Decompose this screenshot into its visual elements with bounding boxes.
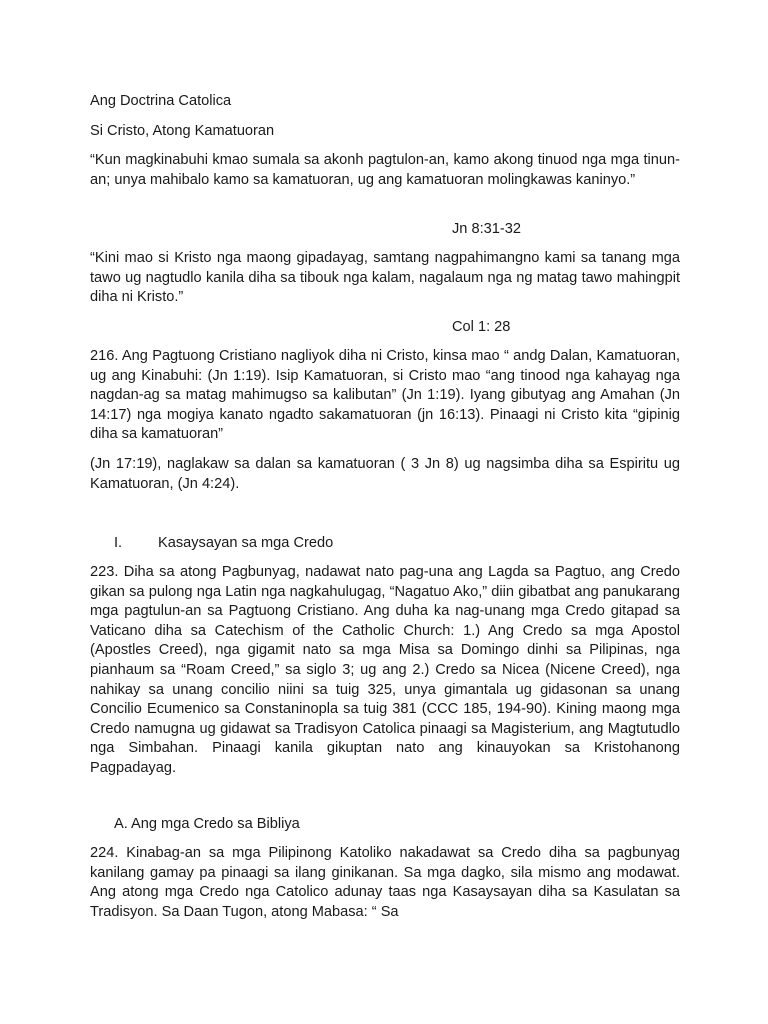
section-a-heading: A. Ang mga Credo sa Bibliya bbox=[114, 816, 300, 832]
paragraph-216: 216. Ang Pagtuong Cristiano nagliyok diha ni Cristo, kinsa mao “ andg Dalan, Kamatuoran, ug ang Kinabuhi: (Jn 1:19). Isip Kamatuoran, si Cristo mao “ang tinood nga kahayag nga nagdan-ag sa matag mahimugso sa kalibutan” (Jn 1:19). Iyang gibutyag ang Amahan (Jn 14:17) nga mogiya kanato ngadto sakamatuoran (jn 16:13). Pinaagi ni Cristo kita “gipinig diha sa kamatuoran” bbox=[90, 348, 680, 443]
quote-colossians-1: “Kini mao si Kristo nga maong gipadayag, samtang nagpahimangno kami sa tanang mga tawo ug nagtudlo kanila diha sa tibouk nga kalam, nagalaum nga ng matag tawo mahingpit diha ni Kristo.” bbox=[90, 250, 680, 306]
quote-colossians-1-reference: Col 1: 28 bbox=[452, 319, 511, 335]
section-1-heading: Kasaysayan sa mga Credo bbox=[158, 535, 334, 551]
document-subtitle: Si Cristo, Atong Kamatuoran bbox=[90, 123, 275, 139]
paragraph-224: 224. Kinabag-an sa mga Pilipinong Katoliko nakadawat sa Credo diha sa pagbunyag kanilang gamay pa pinaagi sa ilang ginikanan. Sa mga dagko, sila mismo ang modawat. Ang atong mga Credo nga Catolico adunay taas nga Kasaysayan diha sa Kasulatan sa Tradisyon. Sa Daan Tugon, atong Mabasa: “ Sa bbox=[90, 845, 680, 920]
quote-john-8-reference: Jn 8:31-32 bbox=[452, 221, 521, 237]
document-page bbox=[90, 0, 680, 1024]
paragraph-216-continued: (Jn 17:19), naglakaw sa dalan sa kamatuoran ( 3 Jn 8) ug nagsimba diha sa Espiritu ug Kamatuoran, (Jn 4:24). bbox=[90, 456, 680, 492]
document-title: Ang Doctrina Catolica bbox=[90, 93, 232, 109]
section-1-number: I. bbox=[114, 535, 123, 551]
paragraph-223: 223. Diha sa atong Pagbunyag, nadawat nato pag-una ang Lagda sa Pagtuo, ang Credo gikan sa pulong nga Latin nga nagkahulugag, “Nagatuo Ako,” diin gibatbat ang panukarang mga pagtulun-an sa Pagtuong Cristiano. Ang duha ka nag-unang mga Credo gitapad sa Vaticano diha sa Catechism of the Catholic Church: 1.) Ang Credo sa mga Apostol (Apostles Creed), nga gigamit nato sa mga Misa sa Domingo dinhi sa Pilipinas, nga pianhaum sa “Roam Creed,” sa siglo 3; ug ang 2.) Credo sa Nicea (Nicene Creed), nga nahikay sa unang concilio niini sa tuig 325, unya gimantala ug gidasonan sa unang Concilio Ecumenico sa Constaninopla sa tuig 381 (CCC 185, 194-90). Kining maong mga Credo namugna ug gidawat sa Tradisyon Catolica pinaagi sa Magisterium, ang Magtutudlo nga Simbahan. Pinaagi kanila gikuptan nato ang kinauyokan sa Kristohanong Pagpadayag. bbox=[90, 564, 680, 776]
quote-john-8: “Kun magkinabuhi kmao sumala sa akonh pagtulon-an, kamo akong tinuod nga mga tinun-an; unya mahibalo kamo sa kamatuoran, ug ang kamatuoran molingkawas kaninyo.” bbox=[90, 152, 680, 188]
